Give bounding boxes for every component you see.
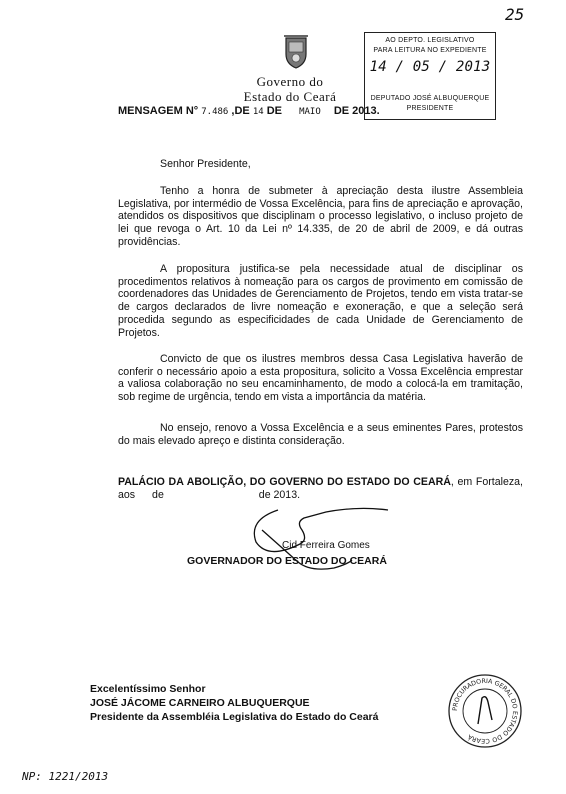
state-crest-icon (283, 34, 309, 70)
stamp-line1: AO DEPTO. LEGISLATIVO (385, 37, 475, 44)
palace-bold: PALÁCIO DA ABOLIÇÃO, DO GOVERNO DO ESTADO DO CEARÁ (118, 476, 451, 488)
stamp-line2: PARA LEITURA NO EXPEDIENTE (373, 47, 487, 54)
stamp-line3: DEPUTADO JOSÉ ALBUQUERQUE (370, 95, 490, 102)
message-number: 7.486 (201, 107, 229, 117)
stamp-line4: PRESIDENTE (406, 105, 454, 112)
signer-title: GOVERNADOR DO ESTADO DO CEARÁ (187, 555, 387, 567)
message-number-line (118, 105, 380, 117)
seal-text: PROCURADORIA GERAL DO ESTADO DO CEARÁ (451, 677, 519, 745)
palace-line (118, 476, 523, 501)
palace-year: de 2013. (258, 488, 301, 501)
palace-rest: , em Fortaleza, aos (118, 476, 523, 501)
message-de1: ,DE (231, 105, 250, 117)
message-de2: DE (266, 105, 282, 117)
message-month: MAIO (299, 107, 321, 117)
message-day: 14 (252, 107, 264, 117)
stamp-date: 14 / 05 / 2013 (369, 59, 491, 75)
signer-name: Cid Ferreira Gomes (282, 540, 370, 551)
handwritten-page-mark: 25 (505, 5, 525, 24)
paragraph-3: Convicto de que os ilustres membros dessa Casa Legislativa haverão de conferir o necessário apoio a esta propositura, solicito a Vossa Excelência emprestar a valiosa colaboração no seu encaminhamento, de modo a colocá-la em tramitação, sob regime de urgência, tendo em vista a importância da matéria. (118, 353, 523, 404)
paragraph-1: Tenho a honra de submeter à apreciação desta ilustre Assembleia Legislativa, por intermédio de Vossa Excelência, para fins de apreciação e aprovação, atendidos os dispositivos que disciplinam o processo legislativo, o incluso projeto de lei que revoga o Art. 10 da Lei nº 14.335, de 20 de abril de 2009, e dá outras providências. (118, 185, 523, 248)
svg-text:PROCURADORIA GERAL DO ESTADO D (452, 678, 518, 744)
government-header (230, 74, 350, 104)
message-label: MENSAGEM N° (118, 105, 199, 117)
addressee-line1: Excelentíssimo Senhor (90, 683, 206, 695)
palace-de: de (152, 488, 164, 501)
legislative-stamp (364, 32, 496, 120)
salutation: Senhor Presidente, (160, 158, 251, 170)
np-number: NP: 1221/2013 (22, 770, 109, 783)
gov-line1: Governo do (256, 74, 324, 89)
message-year: DE 2013. (333, 105, 380, 117)
gov-line2: Estado do Ceará (243, 89, 337, 104)
paragraph-4: No ensejo, renovo a Vossa Excelência e a seus eminentes Pares, protestos do mais elevado apreço e distinta consideração. (118, 422, 523, 447)
procuradoria-seal-icon (446, 672, 524, 750)
addressee-line3: Presidente da Assembléia Legislativa do Estado do Ceará (90, 711, 379, 723)
addressee-line2: JOSÉ JÁCOME CARNEIRO ALBUQUERQUE (90, 697, 310, 709)
paragraph-2: A propositura justifica-se pela necessidade atual de disciplinar os procedimentos relativos à nomeação para os cargos de provimento em comissão de coordenadores das Unidades de Gerenciamento de Projetos, tendo em vista tratar-se de cargos declarados de livre nomeação e exoneração, e que a seleção será procedida segundo as especificidades de cada Unidade de Gerenciamento de Projetos. (118, 263, 523, 339)
